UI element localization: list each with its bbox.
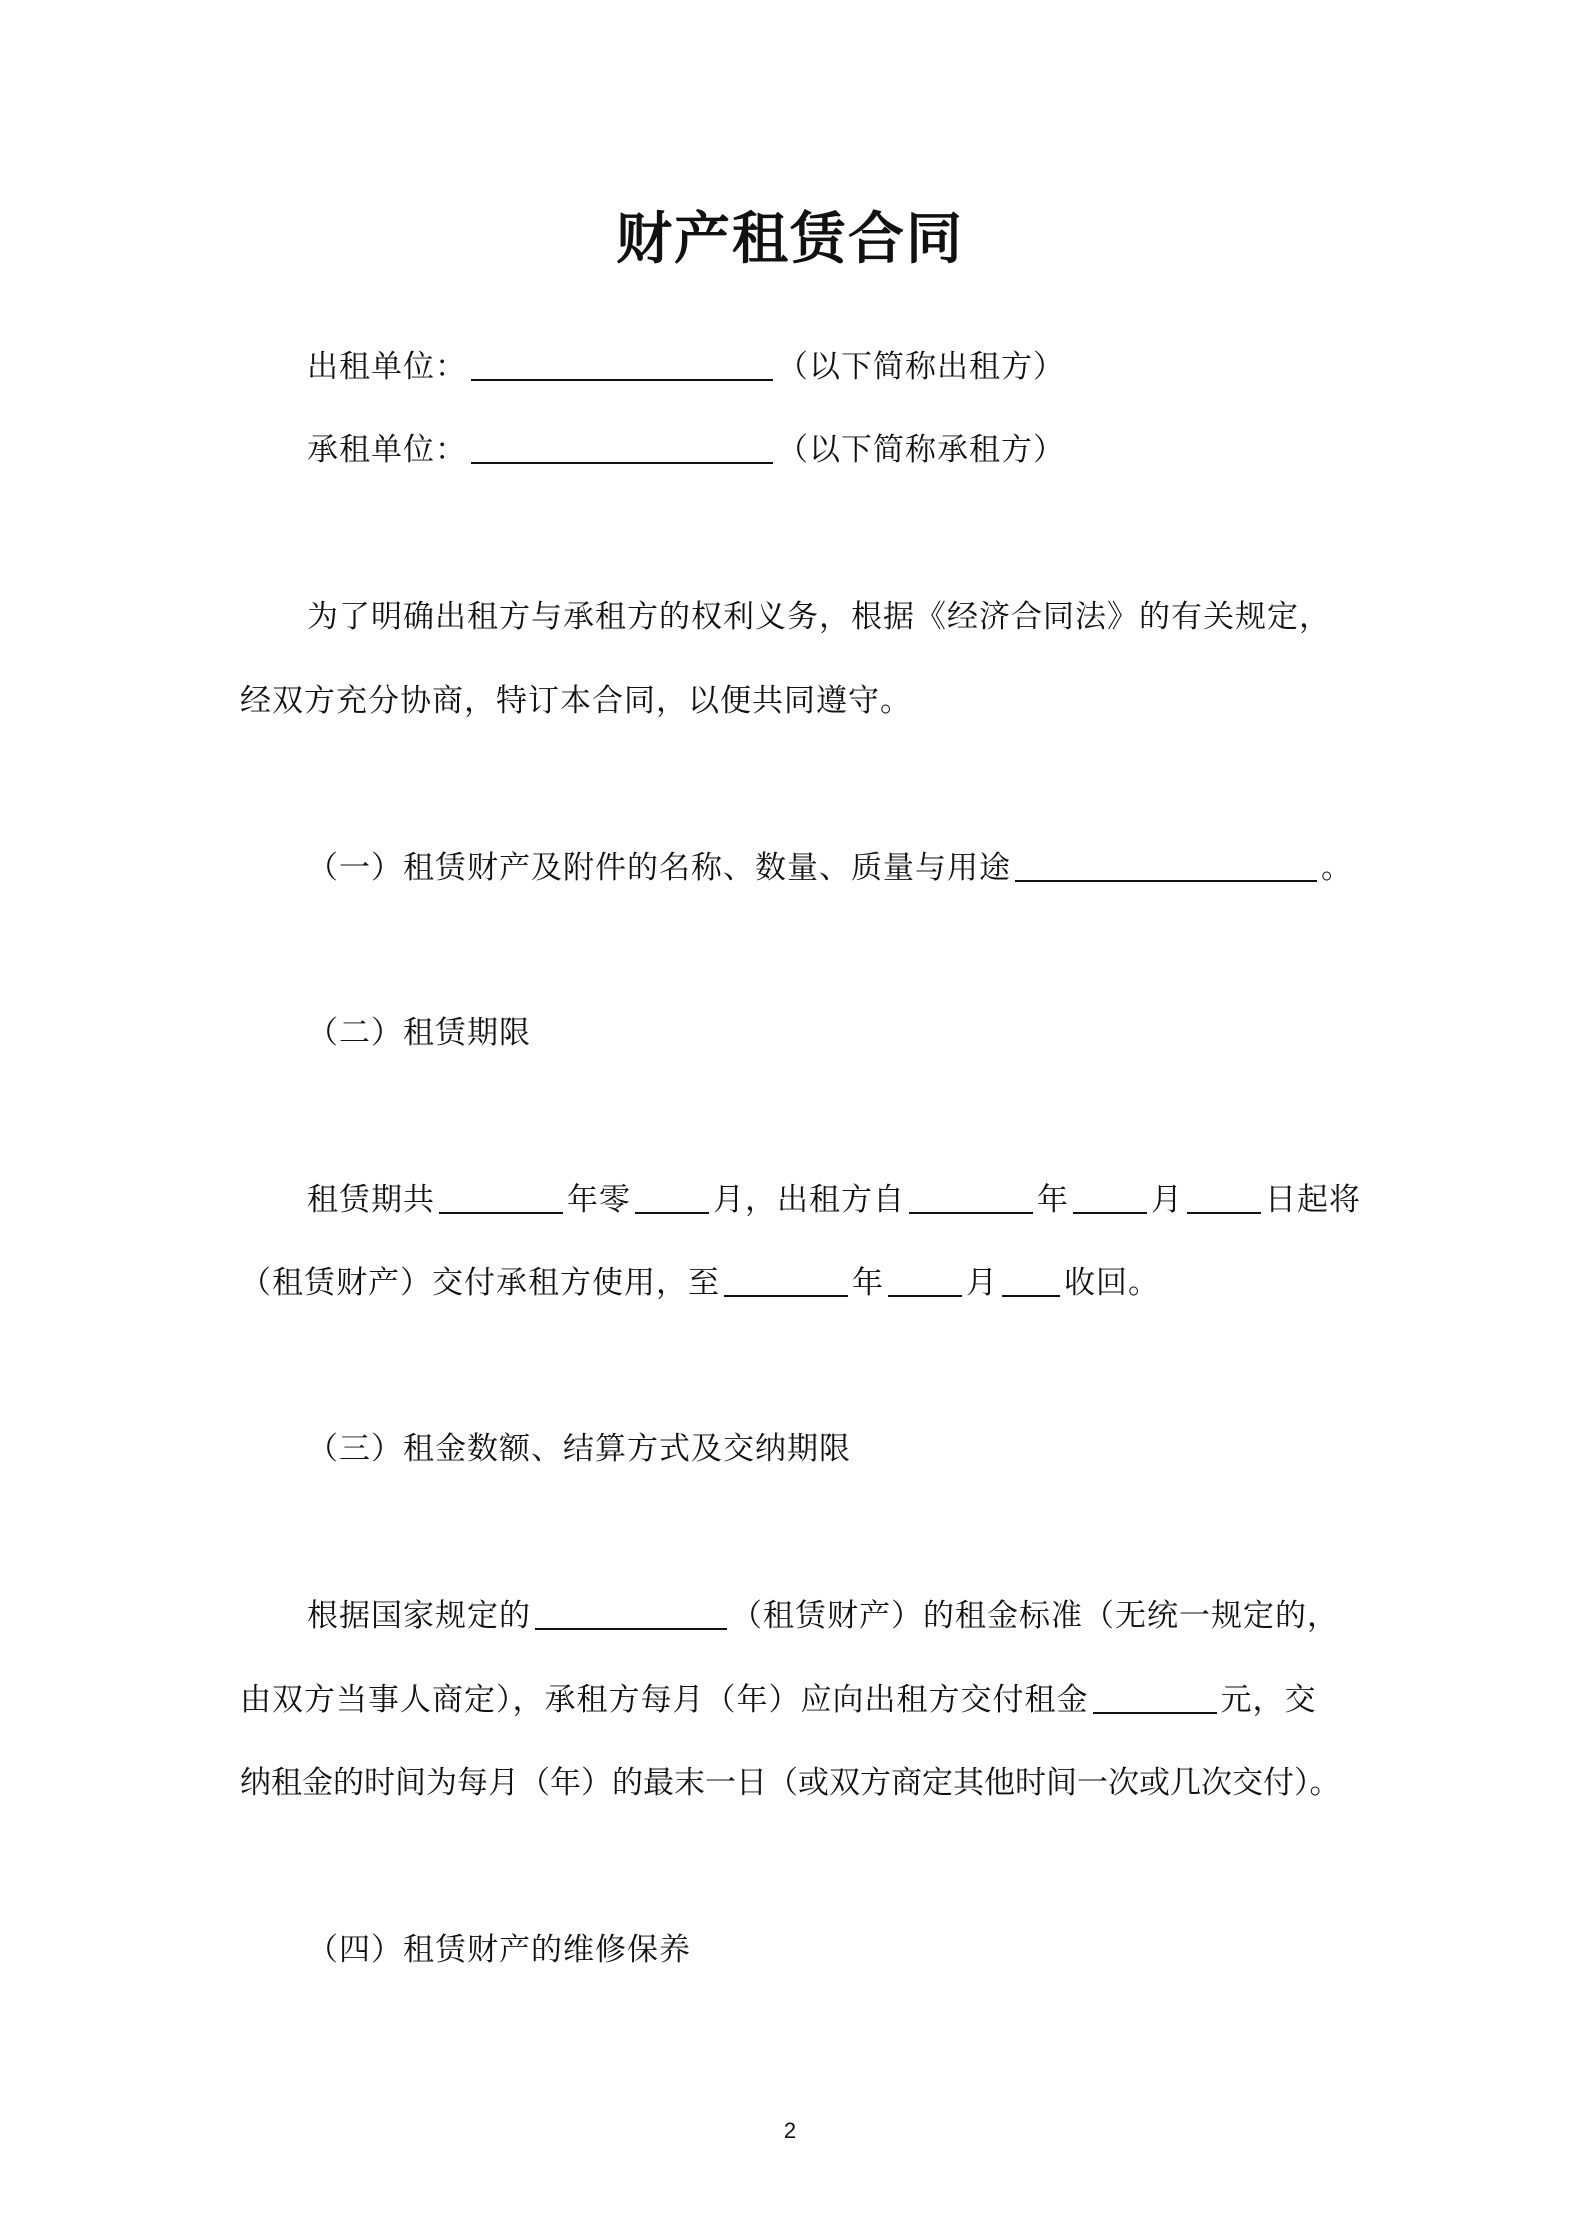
delivery-label: （租赁财产）交付承租方使用，至 bbox=[240, 1265, 720, 1301]
document-title: 财产租赁合同 bbox=[616, 206, 964, 272]
rent-amount-blank[interactable] bbox=[1093, 1682, 1217, 1714]
start-month-label: 月 bbox=[1151, 1182, 1183, 1218]
section-1-end: 。 bbox=[1321, 850, 1353, 886]
page-number: 2 bbox=[783, 2118, 797, 2143]
lease-term-label: 租赁期共 bbox=[307, 1182, 435, 1218]
from-label: 月，出租方自 bbox=[713, 1182, 905, 1218]
section-1-text: （一）租赁财产及附件的名称、数量、质量与用途 bbox=[307, 850, 1011, 886]
section-1-blank[interactable] bbox=[1015, 850, 1317, 882]
national-standard-label: 根据国家规定的 bbox=[307, 1598, 531, 1634]
section-2-line-2 bbox=[240, 1263, 1160, 1303]
lessee-suffix: （以下简称承租方） bbox=[777, 432, 1065, 468]
section-2-heading: （二）租赁期限 bbox=[307, 1015, 531, 1051]
start-year-blank[interactable] bbox=[909, 1182, 1033, 1214]
start-month-blank[interactable] bbox=[1073, 1182, 1147, 1214]
section-1-line bbox=[307, 848, 1353, 888]
lease-years-blank[interactable] bbox=[439, 1182, 563, 1214]
rent-standard-text: （租赁财产）的租金标准（无统一规定的， bbox=[731, 1598, 1339, 1634]
preamble-line-1: 为了明确出租方与承租方的权利义务，根据《经济合同法》的有关规定， bbox=[307, 599, 1331, 635]
preamble-line-2: 经双方充分协商，特订本合同，以便共同遵守。 bbox=[240, 683, 912, 719]
end-year-label: 年 bbox=[852, 1265, 884, 1301]
start-day-blank[interactable] bbox=[1187, 1182, 1261, 1214]
yuan-label: 元，交 bbox=[1220, 1682, 1317, 1718]
section-3-line-1 bbox=[307, 1596, 1339, 1636]
rent-payment-text: 由双方当事人商定），承租方每月（年）应向出租方交付租金 bbox=[240, 1682, 1089, 1718]
section-4-heading: （四）租赁财产的维修保养 bbox=[307, 1932, 691, 1968]
return-label: 收回。 bbox=[1064, 1265, 1160, 1301]
rent-standard-blank[interactable] bbox=[535, 1598, 727, 1630]
section-3-heading: （三）租金数额、结算方式及交纳期限 bbox=[307, 1431, 851, 1467]
section-3-line-2 bbox=[240, 1680, 1317, 1720]
section-2-line-1 bbox=[307, 1180, 1361, 1220]
years-and-label: 年零 bbox=[567, 1182, 631, 1218]
lessor-label: 出租单位： bbox=[307, 349, 467, 385]
end-year-blank[interactable] bbox=[724, 1265, 848, 1297]
section-3-line-3: 纳租金的时间为每月（年）的最末一日（或双方商定其他时间一次或几次交付）。 bbox=[240, 1765, 1341, 1801]
lessor-line bbox=[307, 347, 1065, 387]
lessee-line bbox=[307, 430, 1065, 470]
start-year-label: 年 bbox=[1037, 1182, 1069, 1218]
lessor-blank[interactable] bbox=[471, 349, 773, 381]
lease-months-blank[interactable] bbox=[635, 1182, 709, 1214]
lessor-suffix: （以下简称出租方） bbox=[777, 349, 1065, 385]
end-month-label: 月 bbox=[966, 1265, 998, 1301]
lessee-label: 承租单位： bbox=[307, 432, 467, 468]
lessee-blank[interactable] bbox=[471, 432, 773, 464]
start-day-label: 日起将 bbox=[1265, 1182, 1361, 1218]
end-month-blank[interactable] bbox=[888, 1265, 962, 1297]
end-day-blank[interactable] bbox=[1002, 1265, 1060, 1297]
